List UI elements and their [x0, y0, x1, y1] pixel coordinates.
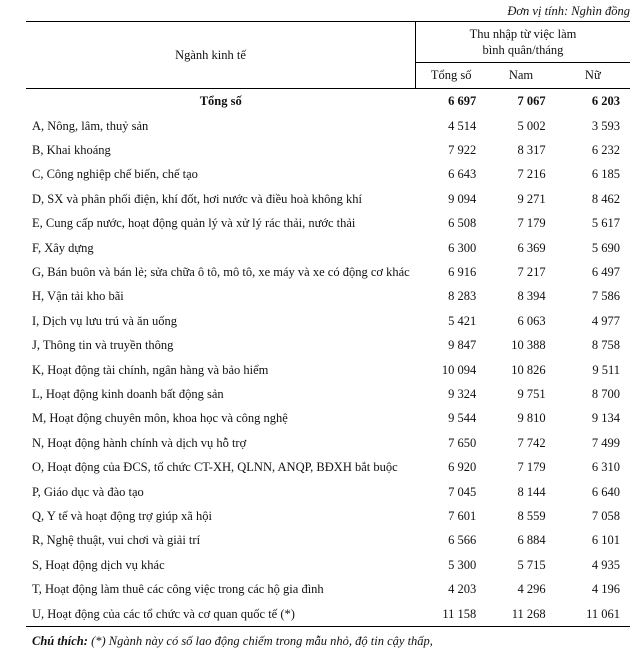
sector-name: N, Hoạt động hành chính và dịch vụ hỗ trợ [32, 435, 247, 450]
total-value: 8 283 [448, 289, 477, 304]
table-row [26, 138, 630, 162]
table-row [26, 260, 630, 284]
male-value: 7 179 [517, 460, 546, 475]
header-female: Nữ [556, 63, 630, 89]
table-row [26, 382, 630, 406]
sector-name: F, Xây dựng [32, 240, 94, 255]
male-value: 6 063 [517, 313, 546, 328]
sector-name: I, Dịch vụ lưu trú và ăn uống [32, 313, 177, 328]
sector-name: K, Hoạt động tài chính, ngân hàng và bảo hiểm [32, 362, 269, 377]
sector-name: L, Hoạt động kinh doanh bất động sản [32, 386, 224, 401]
total-value: 10 094 [441, 362, 477, 377]
footnote-text: (*) Ngành này có số lao động chiếm trong mẫu nhỏ, độ tin cậy thấp, [87, 634, 433, 648]
total-value: 6 643 [448, 167, 477, 182]
total-value: 4 514 [448, 118, 477, 133]
male-value: 6 884 [517, 533, 546, 548]
male-value: 7 217 [517, 265, 546, 280]
sector-name: G, Bán buôn và bán lẻ; sửa chữa ô tô, mô tô, xe máy và xe có động cơ khác [32, 265, 410, 280]
male-value: 7 742 [517, 435, 546, 450]
male-value: 9 810 [517, 411, 546, 426]
total-value: 6 300 [448, 240, 477, 255]
total-value: 7 650 [448, 435, 477, 450]
total-row [26, 89, 630, 115]
table-row [26, 114, 630, 138]
total-value: 9 544 [448, 411, 477, 426]
sector-name: Q, Y tế và hoạt động trợ giúp xã hội [32, 508, 212, 523]
table-row [26, 358, 630, 382]
total-value: 11 158 [415, 602, 486, 627]
sector-name: P, Giáo dục và đào tạo [32, 484, 144, 499]
female-value: 8 462 [591, 191, 620, 206]
total-value: 5 300 [448, 557, 477, 572]
table-row [26, 187, 630, 211]
table-row [26, 529, 630, 553]
income-table [26, 21, 630, 627]
male-value: 7 179 [517, 216, 546, 231]
table-body [26, 89, 630, 627]
header-male: Nam [486, 63, 555, 89]
table-row [26, 504, 630, 528]
male-value: 8 394 [517, 289, 546, 304]
table-row [26, 455, 630, 479]
table-row [26, 431, 630, 455]
female-value: 7 586 [591, 289, 620, 304]
total-value: 6 508 [448, 216, 477, 231]
female-value: 11 061 [556, 602, 630, 627]
sector-name: D, SX và phân phối điện, khí đốt, hơi nước và điều hoà không khí [32, 191, 363, 206]
sector-name: M, Hoạt động chuyên môn, khoa học và công nghệ [32, 411, 288, 426]
table-row [26, 407, 630, 431]
sector-name: O, Hoạt động của ĐCS, tổ chức CT-XH, QLNN, ANQP, BĐXH bắt buộc [32, 460, 398, 475]
table-row [26, 285, 630, 309]
male-value: 4 296 [517, 582, 546, 597]
male-value: 5 715 [517, 557, 546, 572]
female-value: 9 511 [592, 362, 620, 377]
sector-name: B, Khai khoáng [32, 143, 111, 158]
table-row [26, 309, 630, 333]
header-income-line1: Thu nhập từ việc làm [469, 27, 577, 41]
female-value: 8 700 [591, 386, 620, 401]
table-row [26, 480, 630, 504]
table-row [26, 163, 630, 187]
total-value: 6 916 [448, 265, 477, 280]
total-row-total: 6 697 [448, 94, 477, 108]
sector-name: C, Công nghiệp chế biến, chế tạo [32, 167, 198, 182]
female-value: 4 977 [591, 313, 620, 328]
sector-name: U, Hoạt động của các tổ chức và cơ quan quốc tế (*) [26, 602, 415, 627]
female-value: 6 185 [591, 167, 620, 182]
table-row [26, 236, 630, 260]
total-row-male: 7 067 [517, 94, 546, 108]
total-value: 7 601 [448, 508, 477, 523]
female-value: 3 593 [591, 118, 620, 133]
footnote [32, 634, 433, 649]
header-income-line2: bình quân/tháng [482, 43, 564, 57]
sector-name: T, Hoạt động làm thuê các công việc trong các hộ gia đình [32, 582, 324, 597]
male-value: 10 388 [511, 338, 546, 353]
male-value: 8 559 [517, 508, 546, 523]
male-value: 8 317 [517, 143, 546, 158]
female-value: 6 232 [591, 143, 620, 158]
sector-name: R, Nghệ thuật, vui chơi và giải trí [32, 533, 201, 548]
male-value: 9 271 [517, 191, 546, 206]
table-row [26, 553, 630, 577]
female-value: 6 310 [591, 460, 620, 475]
sector-name: E, Cung cấp nước, hoạt động quản lý và xử lý rác thải, nước thải [32, 216, 356, 231]
male-value: 7 216 [517, 167, 546, 182]
female-value: 4 196 [591, 582, 620, 597]
female-value: 5 690 [591, 240, 620, 255]
female-value: 4 935 [591, 557, 620, 572]
male-value: 5 002 [517, 118, 546, 133]
total-value: 6 566 [448, 533, 477, 548]
total-row-female: 6 203 [591, 94, 620, 108]
header-income [415, 22, 630, 63]
female-value: 8 758 [591, 338, 620, 353]
total-row-name: Tổng số [199, 94, 242, 108]
table-row [26, 602, 630, 627]
female-value: 7 058 [591, 508, 620, 523]
sector-name: S, Hoạt động dịch vụ khác [32, 557, 165, 572]
total-value: 9 324 [448, 386, 477, 401]
table-row [26, 334, 630, 358]
sector-name: A, Nông, lâm, thuỷ sản [32, 118, 149, 133]
header-total: Tổng số [415, 63, 486, 89]
male-value: 6 369 [517, 240, 546, 255]
female-value: 5 617 [591, 216, 620, 231]
header-sector: Ngành kinh tế [26, 22, 415, 89]
total-value: 9 847 [448, 338, 477, 353]
total-value: 5 421 [448, 313, 477, 328]
total-value: 7 045 [448, 484, 477, 499]
female-value: 6 101 [591, 533, 620, 548]
female-value: 6 640 [591, 484, 620, 499]
male-value: 9 751 [517, 386, 546, 401]
footnote-label: Chú thích: [32, 634, 88, 648]
total-value: 7 922 [448, 143, 477, 158]
male-value: 10 826 [511, 362, 546, 377]
unit-note: Đơn vị tính: Nghìn đồng [507, 4, 630, 18]
total-value: 6 920 [448, 460, 477, 475]
table-row [26, 212, 630, 236]
female-value: 6 497 [591, 265, 620, 280]
female-value: 7 499 [591, 435, 620, 450]
sector-name: J, Thông tin và truyền thông [32, 338, 174, 353]
male-value: 11 268 [486, 602, 555, 627]
total-value: 9 094 [448, 191, 477, 206]
table-row [26, 577, 630, 601]
sector-name: H, Vận tải kho bãi [32, 289, 124, 304]
female-value: 9 134 [591, 411, 620, 426]
male-value: 8 144 [517, 484, 546, 499]
total-value: 4 203 [448, 582, 477, 597]
